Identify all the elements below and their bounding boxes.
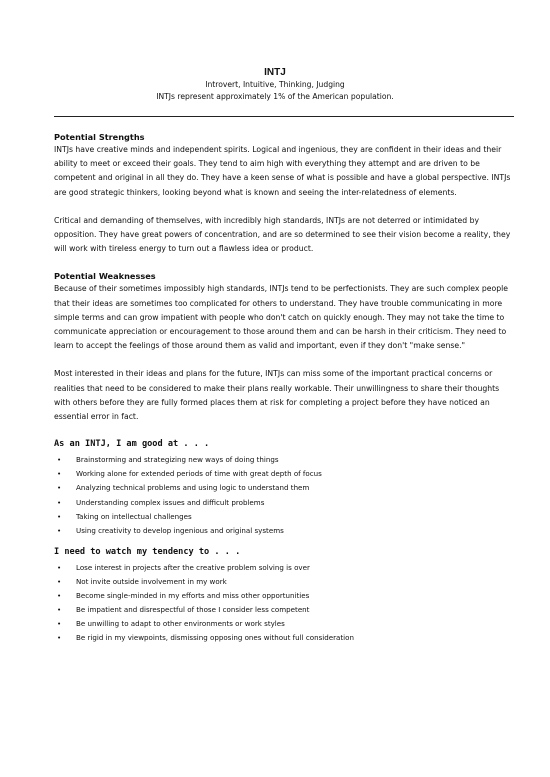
strengths-paragraph: Critical and demanding of themselves, with incredibly high standards, INTJs are not deterred or intimidated by opposition. They have great powers of concentration, and are so determined to see their vision become a reality, they will work with tireless energy to turn out a flawless idea or product. — [54, 215, 511, 254]
population-note: INTJs represent approximately 1% of the American population. — [156, 92, 394, 101]
bullet-icon: • — [57, 525, 62, 535]
bullet-icon: • — [57, 469, 62, 479]
good-at-list — [54, 453, 516, 538]
type-subtitle: Introvert, Intuitive, Thinking, Judging — [205, 80, 345, 89]
list-item: • Become single-minded in my efforts and miss other opportunities — [54, 589, 516, 603]
list-item: • Be rigid in my viewpoints, dismissing opposing ones without full consideration — [54, 631, 516, 645]
list-item: • Working alone for extended periods of time with great depth of focus — [54, 467, 516, 481]
list-item: • Be impatient and disrespectful of those I consider less competent — [54, 603, 516, 617]
bullet-icon: • — [57, 576, 62, 586]
list-item: • Understanding complex issues and difficult problems — [54, 496, 516, 510]
watch-for-heading: I need to watch my tendency to . . . — [54, 546, 241, 557]
bullet-icon: • — [57, 455, 62, 465]
page-title: INTJ — [264, 67, 286, 78]
strengths-paragraph: INTJs have creative minds and independent spirits. Logical and ingenious, they are confident in their ideas and their ability to meet or exceed their goals. They tend to aim high with everything they attempt and are driven to be competent and original in all they do. They have a keen sense of what is possible and have a global perspective. INTJs are good strategic thinkers, looking beyond what is known and seeing the inter-relatedness of elements. — [54, 145, 511, 197]
document-body — [54, 131, 516, 645]
document-header — [0, 66, 550, 103]
bullet-icon: • — [57, 562, 62, 572]
bullet-icon: • — [57, 511, 62, 521]
weaknesses-paragraph: Because of their sometimes impossibly high standards, INTJs tend to be perfectionists. They are such complex people that their ideas are sometimes too complicated for others to understand. They have trouble communicating in more simple terms and can grow impatient with people who don't catch on quickly enough. They may not take the time to communicate appreciation or encouragement to those around them and can be harsh in their criticism. They need to learn to accept the feelings of those around them as valid and important, even if they don't "make sense." — [54, 284, 508, 351]
list-item: • Taking on intellectual challenges — [54, 510, 516, 524]
list-item: • Brainstorming and strategizing new ways of doing things — [54, 453, 516, 467]
list-item: • Using creativity to develop ingenious and original systems — [54, 524, 516, 538]
list-item: • Not invite outside involvement in my work — [54, 575, 516, 589]
strengths-heading: Potential Strengths — [54, 132, 145, 142]
watch-for-list — [54, 561, 516, 646]
list-item: • Lose interest in projects after the creative problem solving is over — [54, 561, 516, 575]
bullet-icon: • — [57, 605, 62, 615]
weaknesses-heading: Potential Weaknesses — [54, 271, 156, 282]
header-divider — [54, 116, 514, 117]
good-at-heading: As an INTJ, I am good at . . . — [54, 439, 210, 450]
bullet-icon: • — [57, 633, 62, 643]
bullet-icon: • — [57, 497, 62, 507]
bullet-icon: • — [57, 591, 62, 600]
list-item: • Analyzing technical problems and using logic to understand them — [54, 481, 516, 495]
weaknesses-paragraph: Most interested in their ideas and plans for the future, INTJs can miss some of the important practical concerns or realities that need to be considered to make their plans really workable. Their unwillingness to share their thoughts with others before they are fully formed places them at risk for completing a project before they have noticed an essential error in fact. — [54, 369, 500, 422]
list-item: • Be unwilling to adapt to other environments or work styles — [54, 617, 516, 631]
bullet-icon: • — [57, 619, 62, 629]
bullet-icon: • — [57, 483, 62, 493]
